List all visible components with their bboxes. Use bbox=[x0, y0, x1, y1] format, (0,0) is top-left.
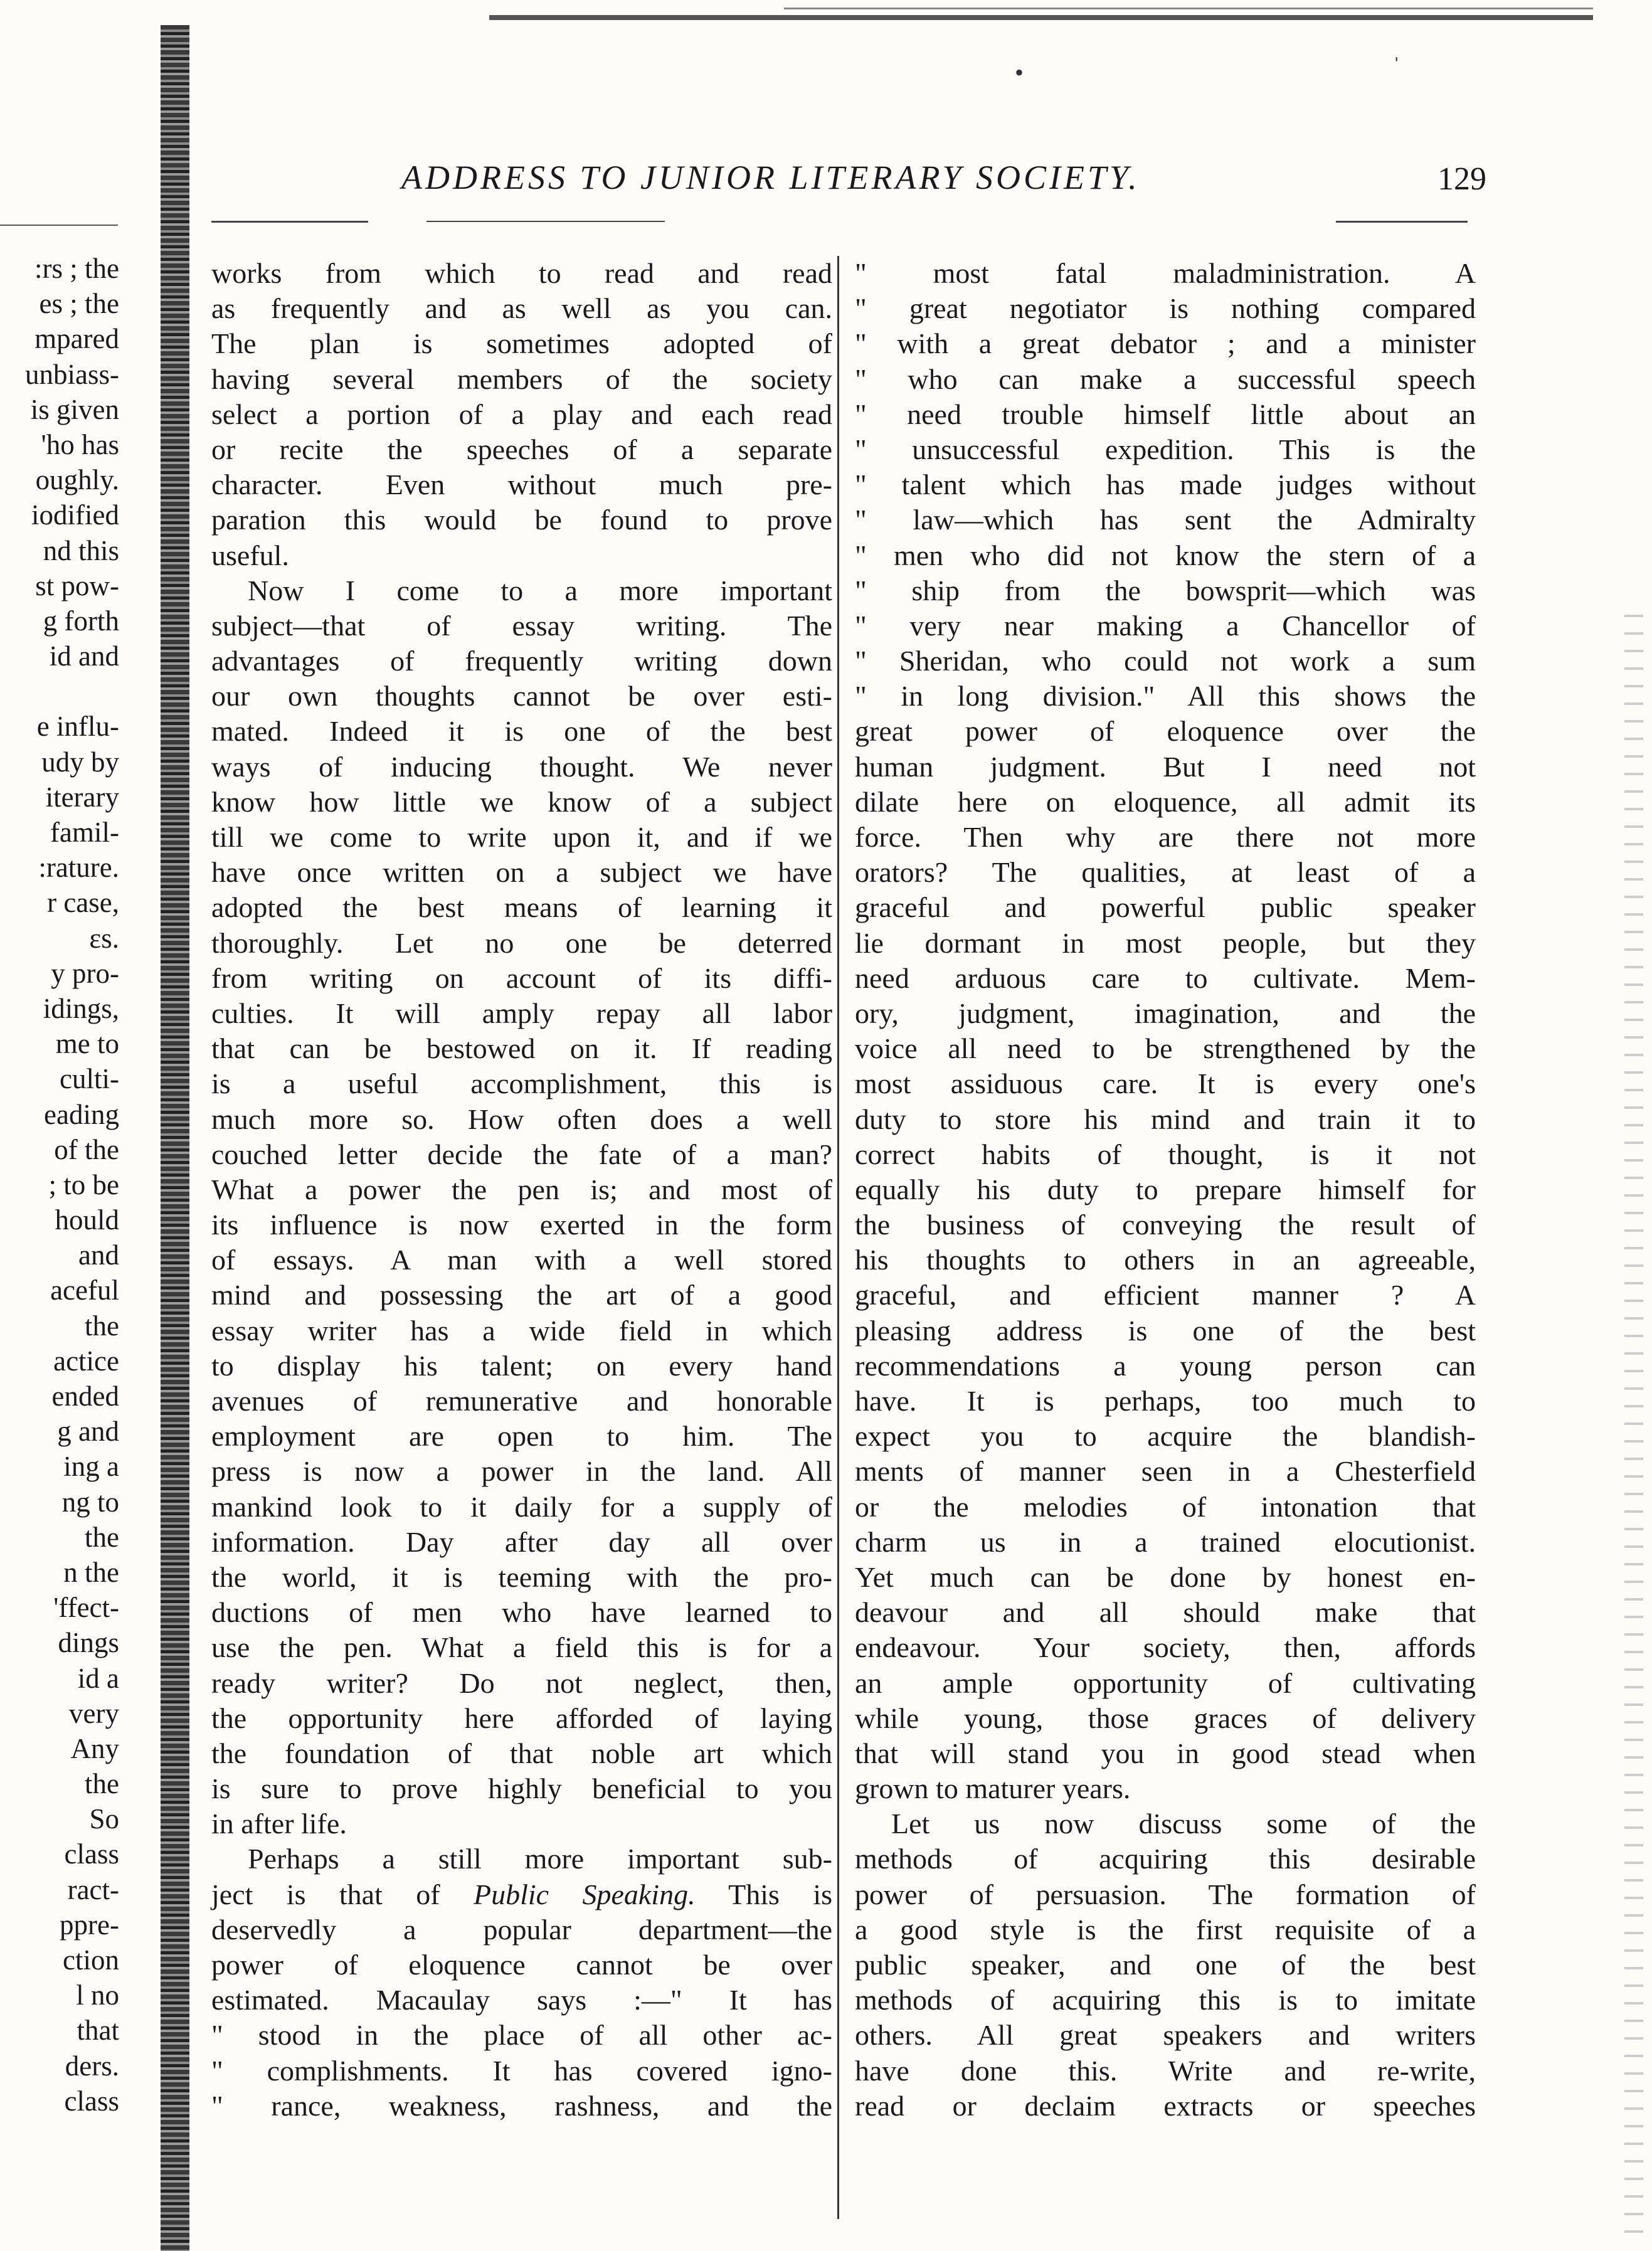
text-line: " unsuccessful expedition. This is the bbox=[855, 433, 1476, 465]
text-line: Perhaps a still more important sub- bbox=[248, 1843, 832, 1875]
fragment-line: the bbox=[85, 1521, 119, 1553]
fragment-line: ended bbox=[51, 1380, 119, 1412]
text-line: or the melodies of intonation that bbox=[855, 1490, 1476, 1523]
text-line: employment are open to him. The bbox=[211, 1420, 832, 1453]
text-line: public speaker, and one of the best bbox=[855, 1949, 1476, 1981]
text-line: " in long division." All this shows the bbox=[855, 680, 1476, 712]
text-line: dilate here on eloquence, all admit its bbox=[855, 785, 1476, 818]
text-line: Yet much can be done by honest en- bbox=[855, 1560, 1476, 1593]
text-line: " with a great debator ; and a minister bbox=[855, 327, 1476, 360]
text-line: read or declaim extracts or speeches bbox=[855, 2089, 1476, 2122]
fragment-line: 'ffect- bbox=[53, 1592, 119, 1624]
fragment-line: id a bbox=[77, 1662, 119, 1694]
stray-ink-mark: • bbox=[1015, 58, 1024, 87]
text-line: graceful and powerful public speaker bbox=[855, 891, 1476, 924]
italic-term: Public Speaking. bbox=[473, 1878, 696, 1910]
fragment-line: famil- bbox=[50, 817, 119, 848]
text-segment: ject is that of bbox=[211, 1878, 440, 1910]
text-line: culties. It will amply repay all labor bbox=[211, 997, 832, 1029]
column-rule-left-broken bbox=[426, 221, 665, 222]
fragment-line: udy by bbox=[41, 746, 119, 778]
text-line: expect you to acquire the blandish- bbox=[855, 1420, 1476, 1453]
text-line: " talent which has made judges without bbox=[855, 469, 1476, 501]
fragment-line: hould bbox=[55, 1204, 119, 1236]
text-line: " who can make a successful speech bbox=[855, 363, 1476, 395]
fragment-line: st pow- bbox=[35, 569, 119, 601]
text-line: endeavour. Your society, then, affords bbox=[855, 1631, 1476, 1664]
text-line: select a portion of a play and each read bbox=[211, 398, 832, 430]
fragment-line: :rs ; the bbox=[34, 253, 119, 284]
text-line: deavour and all should make that bbox=[855, 1596, 1476, 1629]
text-line: to display his talent; on every hand bbox=[211, 1349, 832, 1382]
text-line: the world, it is teeming with the pro- bbox=[211, 1560, 832, 1593]
text-line: force. Then why are there not more bbox=[855, 821, 1476, 853]
fragment-line: oughly. bbox=[35, 464, 119, 496]
text-line: much more so. How often does a well bbox=[211, 1103, 832, 1135]
text-line: " very near making a Chancellor of bbox=[855, 609, 1476, 642]
text-line: " complishments. It has covered igno- bbox=[211, 2054, 832, 2087]
text-column-left bbox=[211, 256, 832, 2124]
text-line: an ample opportunity of cultivating bbox=[855, 1666, 1476, 1699]
text-line: its influence is now exerted in the form bbox=[211, 1209, 832, 1241]
text-line: " law—which has sent the Admiralty bbox=[855, 504, 1476, 536]
fragment-line: 'ho has bbox=[41, 428, 119, 460]
text-line: of essays. A man with a well stored bbox=[211, 1244, 832, 1276]
text-segment: This is bbox=[728, 1878, 833, 1910]
text-line: voice all need to be strengthened by the bbox=[855, 1032, 1476, 1065]
text-line: mated. Indeed it is one of the best bbox=[211, 715, 832, 748]
text-line: equally his duty to prepare himself for bbox=[855, 1173, 1476, 1205]
text-line: the foundation of that noble art which bbox=[211, 1737, 832, 1769]
text-line: a good style is the first requisite of a bbox=[855, 1913, 1476, 1946]
text-line: mind and possessing the art of a good bbox=[211, 1279, 832, 1311]
text-line: essay writer has a wide field in which bbox=[211, 1314, 832, 1347]
facing-page-fragments bbox=[0, 251, 119, 2119]
text-line: information. Day after day all over bbox=[211, 1525, 832, 1558]
text-line: thoroughly. Let no one be deterred bbox=[211, 926, 832, 959]
running-header: ADDRESS TO JUNIOR LITERARY SOCIETY. bbox=[401, 159, 1140, 196]
text-line: know how little we know of a subject bbox=[211, 785, 832, 818]
fragment-line: that bbox=[77, 2015, 119, 2047]
fragment-line: the bbox=[85, 1310, 119, 1342]
text-line: charm us in a trained elocutionist. bbox=[855, 1525, 1476, 1558]
fragment-line bbox=[0, 674, 119, 709]
text-line: in after life. bbox=[211, 1808, 347, 1840]
text-line: our own thoughts cannot be over esti- bbox=[211, 680, 832, 712]
fragment-line: of the bbox=[54, 1133, 119, 1165]
text-line: graceful, and efficient manner ? A bbox=[855, 1279, 1476, 1311]
column-rule-left bbox=[211, 221, 368, 223]
text-line: methods of acquiring this desirable bbox=[855, 1843, 1476, 1875]
fragment-line: n the bbox=[63, 1556, 119, 1588]
fragment-line: So bbox=[89, 1803, 119, 1835]
fragment-line: ders. bbox=[65, 2050, 119, 2082]
text-line: ments of manner seen in a Chesterfield bbox=[855, 1455, 1476, 1488]
right-edge-speckle bbox=[1624, 615, 1643, 2233]
fragment-line: ; to be bbox=[48, 1168, 119, 1200]
text-line: lie dormant in most people, but they bbox=[855, 926, 1476, 959]
text-line: character. Even without much pre- bbox=[211, 469, 832, 501]
text-line: works from which to read and read bbox=[211, 257, 832, 289]
binding-gutter bbox=[161, 25, 189, 2251]
top-edge-rule-thin bbox=[784, 8, 1593, 9]
fragment-line: iodified bbox=[31, 499, 119, 531]
fragment-line: class bbox=[64, 1838, 119, 1870]
text-line: " stood in the place of all other ac- bbox=[211, 2019, 832, 2052]
fragment-line: mpared bbox=[34, 323, 119, 355]
text-line: the business of conveying the result of bbox=[855, 1209, 1476, 1241]
fragment-line: unbiass- bbox=[25, 358, 119, 390]
fragment-line: ppre- bbox=[60, 1909, 119, 1941]
text-line: ways of inducing thought. We never bbox=[211, 750, 832, 783]
fragment-line: me to bbox=[55, 1028, 119, 1060]
left-page-rule bbox=[0, 225, 118, 226]
text-line: ory, judgment, imagination, and the bbox=[855, 997, 1476, 1029]
text-line: paration this would be found to prove bbox=[211, 504, 832, 536]
fragment-line: :rature. bbox=[38, 852, 119, 884]
text-line: recommendations a young person can bbox=[855, 1349, 1476, 1382]
text-line: or recite the speeches of a separate bbox=[211, 433, 832, 465]
page-number: 129 bbox=[1438, 161, 1486, 197]
fragment-line: Any bbox=[70, 1732, 119, 1764]
fragment-line: culti- bbox=[60, 1063, 119, 1095]
fragment-line: es ; the bbox=[39, 288, 119, 320]
text-line: have done this. Write and re-write, bbox=[855, 2054, 1476, 2087]
text-line: till we come to write upon it, and if we bbox=[211, 821, 832, 853]
text-line: The plan is sometimes adopted of bbox=[211, 327, 832, 360]
text-line: grown to maturer years. bbox=[855, 1772, 1131, 1805]
text-line: " ship from the bowsprit—which was bbox=[855, 574, 1476, 606]
text-line: " most fatal maladministration. A bbox=[855, 257, 1476, 289]
text-line: that can be bestowed on it. If reading bbox=[211, 1032, 832, 1065]
text-line: need arduous care to cultivate. Mem- bbox=[855, 961, 1476, 994]
text-line: having several members of the society bbox=[211, 363, 832, 395]
text-line: power of eloquence cannot be over bbox=[211, 1949, 832, 1981]
fragment-line: nd this bbox=[43, 534, 119, 566]
text-line: ductions of men who have learned to bbox=[211, 1596, 832, 1629]
text-line: useful. bbox=[211, 539, 289, 571]
text-line: Let us now discuss some of the bbox=[891, 1808, 1476, 1840]
text-line: is sure to prove highly beneficial to you bbox=[211, 1772, 832, 1805]
text-line: estimated. Macaulay says :—" It has bbox=[211, 1984, 832, 2016]
column-divider bbox=[837, 256, 839, 2219]
text-line: advantages of frequently writing down bbox=[211, 645, 832, 677]
top-edge-rule bbox=[489, 15, 1593, 20]
text-line: methods of acquiring this is to imitate bbox=[855, 1984, 1476, 2016]
text-line: while young, those graces of delivery bbox=[855, 1702, 1476, 1734]
text-line: avenues of remunerative and honorable bbox=[211, 1385, 832, 1417]
fragment-line: the bbox=[85, 1768, 119, 1800]
text-line: use the pen. What a field this is for a bbox=[211, 1631, 832, 1664]
text-line: others. All great speakers and writers bbox=[855, 2019, 1476, 2052]
text-line: " great negotiator is nothing compared bbox=[855, 292, 1476, 325]
fragment-line: y pro- bbox=[51, 957, 119, 989]
fragment-line: dings bbox=[58, 1627, 119, 1659]
fragment-line: g and bbox=[57, 1416, 119, 1448]
text-column-right bbox=[855, 256, 1476, 2124]
fragment-line: actice bbox=[53, 1345, 119, 1377]
fragment-line: ng to bbox=[61, 1486, 119, 1518]
text-line: duty to store his mind and train it to bbox=[855, 1103, 1476, 1135]
text-line: from writing on account of its diffi- bbox=[211, 961, 832, 994]
text-line: power of persuasion. The formation of bbox=[855, 1878, 1476, 1910]
fragment-line: iterary bbox=[45, 781, 119, 813]
text-line: correct habits of thought, is it not bbox=[855, 1138, 1476, 1170]
text-line: " rance, weakness, rashness, and the bbox=[211, 2089, 832, 2122]
fragment-line: ract- bbox=[67, 1873, 119, 1905]
text-line: What a power the pen is; and most of bbox=[211, 1173, 832, 1205]
text-line: mankind look to it daily for a supply of bbox=[211, 1490, 832, 1523]
text-line: couched letter decide the fate of a man? bbox=[211, 1138, 832, 1170]
stray-ink-mark: ˈ bbox=[1392, 52, 1401, 80]
text-line: " Sheridan, who could not work a sum bbox=[855, 645, 1476, 677]
text-line: ready writer? Do not neglect, then, bbox=[211, 1666, 832, 1699]
text-line bbox=[211, 1877, 832, 1912]
fragment-line: g forth bbox=[43, 605, 119, 637]
text-line: human judgment. But I need not bbox=[855, 750, 1476, 783]
text-line: adopted the best means of learning it bbox=[211, 891, 832, 924]
fragment-line: and bbox=[78, 1239, 119, 1271]
fragment-line: l no bbox=[76, 1979, 119, 2011]
text-line: as frequently and as well as you can. bbox=[211, 292, 832, 325]
fragment-line: is given bbox=[30, 393, 119, 425]
column-rule-right bbox=[1336, 221, 1468, 223]
text-line: press is now a power in the land. All bbox=[211, 1455, 832, 1488]
text-line: deservedly a popular department—the bbox=[211, 1913, 832, 1946]
fragment-line: ing a bbox=[63, 1451, 119, 1483]
text-line: have once written on a subject we have bbox=[211, 856, 832, 889]
text-line: is a useful accomplishment, this is bbox=[211, 1067, 832, 1100]
text-line: " need trouble himself little about an bbox=[855, 398, 1476, 430]
fragment-line: ction bbox=[63, 1944, 119, 1976]
text-line: his thoughts to others in an agreeable, bbox=[855, 1244, 1476, 1276]
fragment-line: id and bbox=[49, 640, 119, 672]
text-line: Now I come to a more important bbox=[248, 574, 832, 606]
text-line: " men who did not know the stern of a bbox=[855, 539, 1476, 571]
text-line: orators? The qualities, at least of a bbox=[855, 856, 1476, 889]
text-line: pleasing address is one of the best bbox=[855, 1314, 1476, 1347]
text-line: the opportunity here afforded of laying bbox=[211, 1702, 832, 1734]
fragment-line: eading bbox=[44, 1098, 119, 1130]
text-line: subject—that of essay writing. The bbox=[211, 609, 832, 642]
fragment-line: ɛs. bbox=[89, 922, 119, 954]
fragment-line: aceful bbox=[50, 1274, 119, 1306]
fragment-line: e influ- bbox=[36, 711, 119, 743]
fragment-line: idings, bbox=[43, 992, 119, 1024]
text-line: that will stand you in good stead when bbox=[855, 1737, 1476, 1769]
text-line: great power of eloquence over the bbox=[855, 715, 1476, 748]
fragment-line: r case, bbox=[47, 887, 119, 919]
text-line: have. It is perhaps, too much to bbox=[855, 1385, 1476, 1417]
fragment-line: very bbox=[69, 1697, 119, 1729]
text-line: most assiduous care. It is every one's bbox=[855, 1067, 1476, 1100]
fragment-line: class bbox=[64, 2085, 119, 2117]
